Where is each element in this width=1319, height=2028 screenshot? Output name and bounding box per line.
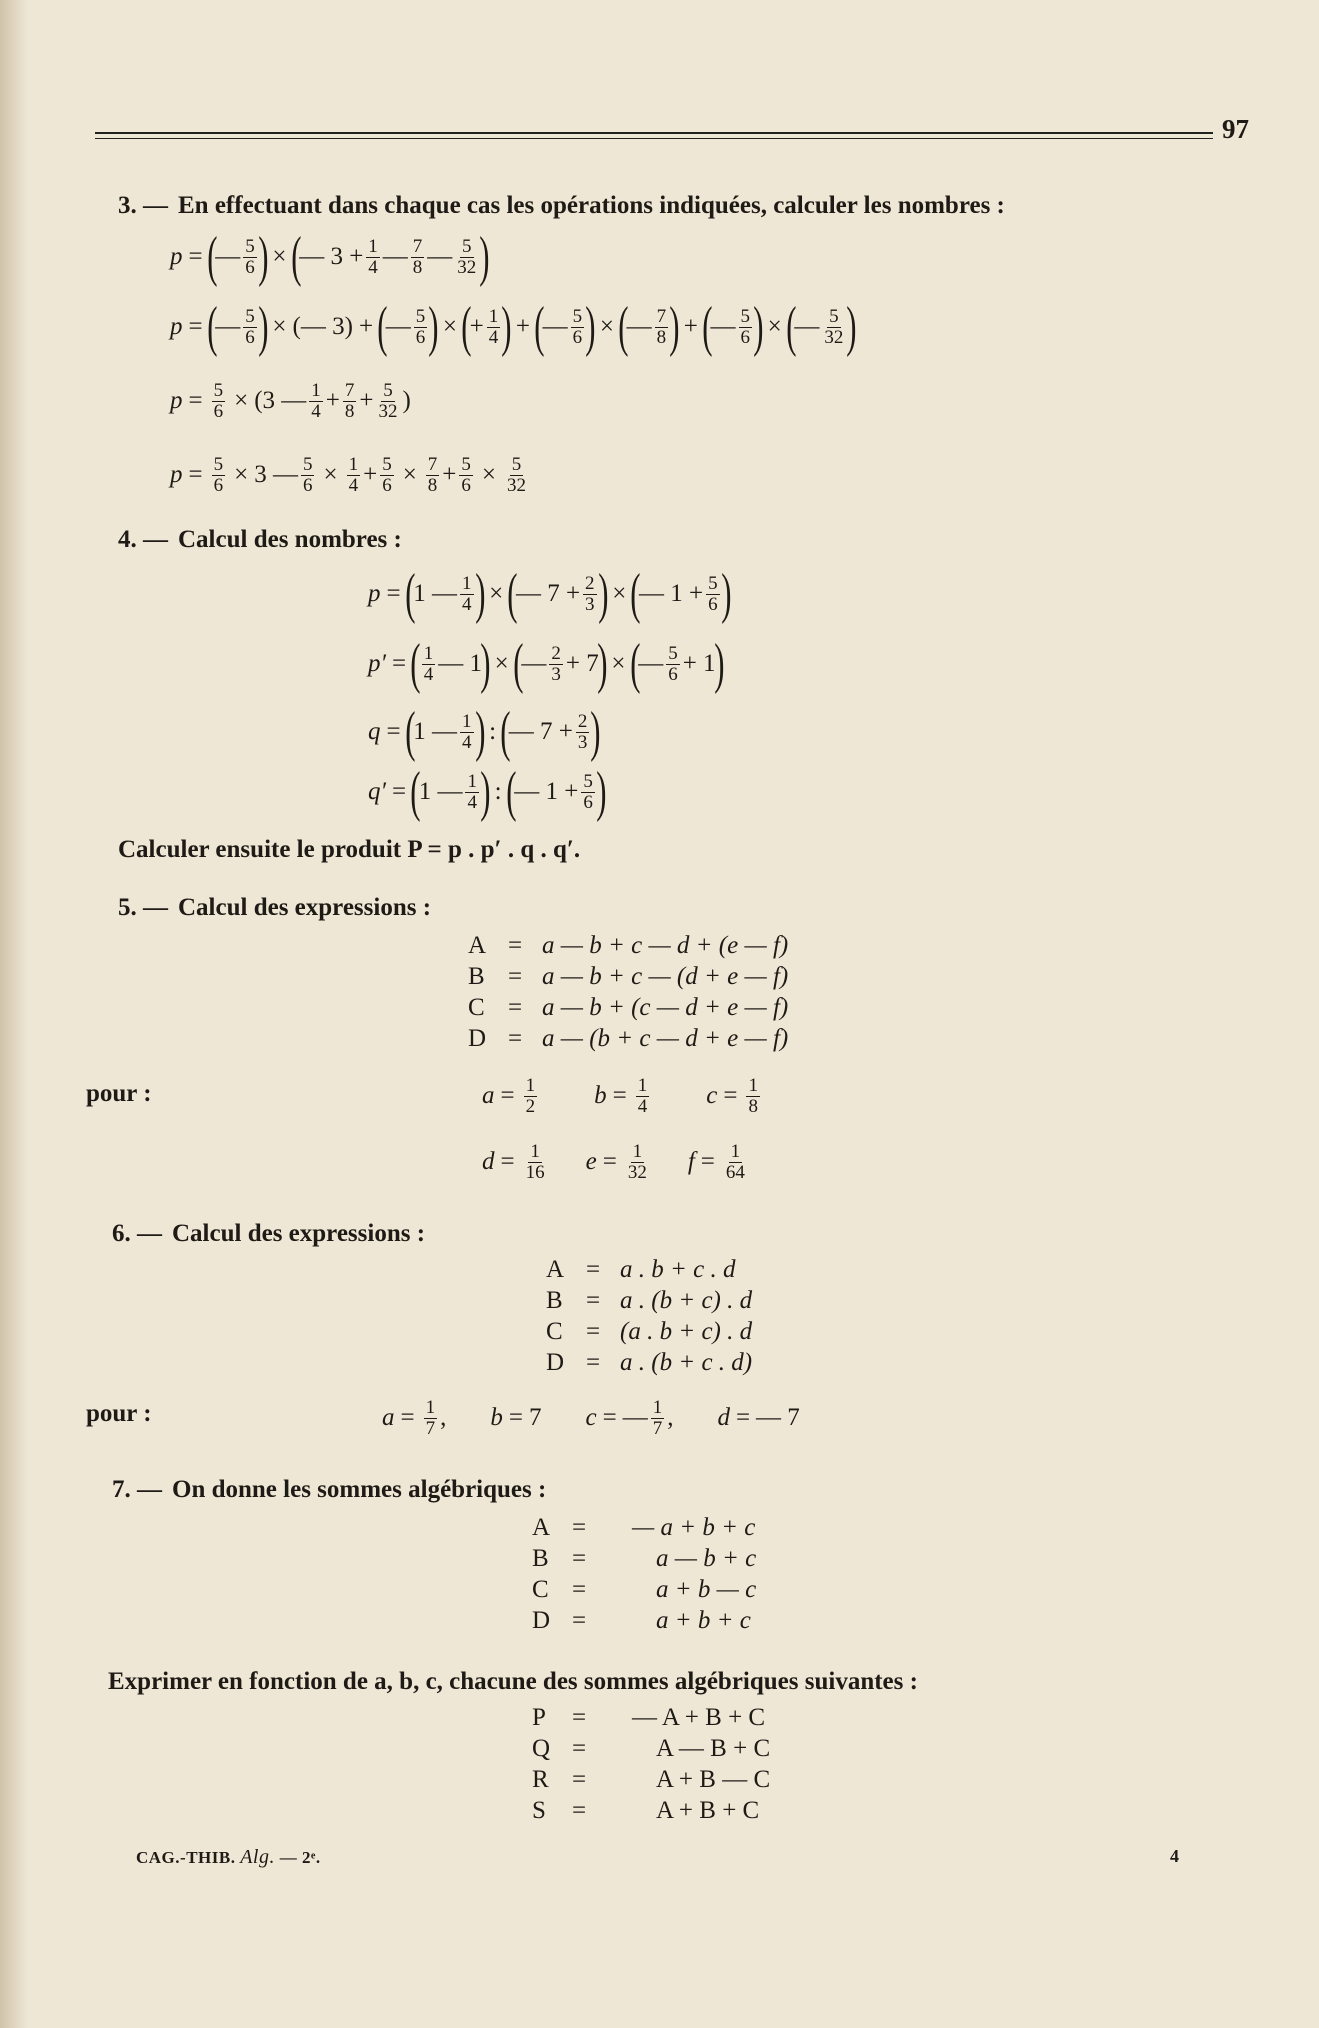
page-spine-shadow: [0, 0, 28, 2028]
exercise-6-line-d: D = a . (b + c . d): [546, 1348, 753, 1376]
exercise-6-line-a: A = a . b + c . d: [546, 1255, 736, 1283]
exercise-4-q: q = ( 1 — $\frac{1}{4}$ ) : ( — 7 + $\frac{2}{3}$ ): [368, 700, 601, 763]
exercise-3-equation-4: p = $\frac{5}{6}$ × 3 — $\frac{5}{6}$ × $\frac{1}{4}$ + $\frac{5}{6}$ × $\frac{7}{8}$ + $\frac{5}{6}$ × $\frac{5}{32}$: [170, 453, 527, 496]
exercise-4-instruction: Calculer ensuite le produit P = p . p′ . q . q′.: [118, 836, 581, 863]
exercise-7-line-a: A = — a + b + c: [532, 1513, 756, 1541]
exercise-3-equation-2: p = ( — $\frac{5}{6}$ ) × (— 3) + ( — $\frac{5}{6}$ ) × ( + $\frac{1}{4}$ ) + ( — $\frac{5}{6}$ ) × ( — $\frac{7}{8}$ ) + ( — $\frac{5}{6}$ ) × ( — $\frac{5}{32}$ ): [170, 295, 857, 358]
exercise-7-sum-p: P = — A + B + C: [532, 1703, 766, 1731]
exercise-7-sum-r: R = A + B — C: [532, 1765, 771, 1793]
exercise-5-heading: [118, 894, 431, 922]
exercise-5-line-c: C = a — b + (c — d + e — f): [468, 993, 789, 1021]
exercise-5-line-b: B = a — b + c — (d + e — f): [468, 962, 789, 990]
exercise-6-expressions: [546, 1254, 752, 1378]
exercise-6-values: a = $\frac{1}{7}$ , b = 7 c = — $\frac{1}{7}$ , d = — 7: [382, 1396, 800, 1439]
page-number: 97: [1222, 114, 1249, 144]
exercise-5-text: Calcul des expressions :: [178, 894, 432, 921]
exercise-3-equation-3: p = $\frac{5}{6}$ × (3 — $\frac{1}{4}$ + $\frac{7}{8}$ + $\frac{5}{32}$ ): [170, 379, 411, 422]
exercise-7-line-b: B = a — b + c: [532, 1544, 757, 1572]
exercise-7-sum-q: Q = A — B + C: [532, 1734, 771, 1762]
exercise-3-number: 3. —: [118, 192, 168, 219]
exercise-7-line-d: D = a + b + c: [532, 1606, 751, 1634]
exercise-6-text: Calcul des expressions :: [172, 1220, 426, 1247]
exercise-3-equation-1: p = ( — $\frac{5}{6}$ ) × ( — 3 + $\frac{1}{4}$ — $\frac{7}{8}$ — $\frac{5}{32}$ ): [170, 225, 490, 288]
exercise-6-line-b: B = a . (b + c) . d: [546, 1286, 753, 1314]
exercise-4-heading: [118, 526, 402, 554]
exercise-7-line-c: C = a + b — c: [532, 1575, 757, 1603]
exercise-7-number: 7. —: [112, 1476, 162, 1503]
exercise-7-heading: [112, 1476, 546, 1504]
exercise-7-text: On donne les sommes algébriques :: [172, 1476, 547, 1503]
exercise-4-number: 4. —: [118, 526, 168, 553]
footer-signature-number: 4: [1170, 1846, 1179, 1866]
exercise-7-target-sums: [532, 1702, 770, 1826]
exercise-7-sum-s: S = A + B + C: [532, 1796, 760, 1824]
footer-edition: — 2ᵉ.: [279, 1848, 321, 1867]
exercise-5-values-row-1: a = $\frac{1}{2}$ b = $\frac{1}{4}$ c = $\frac{1}{8}$: [482, 1074, 758, 1117]
exercise-5-expressions: [468, 930, 788, 1054]
exercise-4-p: p = ( 1 — $\frac{1}{4}$ ) × ( — 7 + $\frac{2}{3}$ ) × ( — 1 + $\frac{5}{6}$ ): [368, 562, 732, 625]
exercise-4-q-prime: q′ = ( 1 — $\frac{1}{4}$ ) : ( — 1 + $\frac{5}{6}$ ): [368, 760, 607, 823]
exercise-6-line-c: C = (a . b + c) . d: [546, 1317, 753, 1345]
exercise-7-prompt: Exprimer en fonction de a, b, c, chacune des sommes algébriques suivantes :: [108, 1668, 918, 1695]
footer-authors: CAG.-THIB.: [136, 1848, 236, 1867]
exercise-5-line-a: A = a — b + c — d + (e — f): [468, 931, 789, 959]
exercise-5-line-d: D = a — (b + c — d + e — f): [468, 1024, 789, 1052]
exercise-5-number: 5. —: [118, 894, 168, 921]
exercise-6-number: 6. —: [112, 1220, 162, 1247]
exercise-3-heading: [118, 192, 1005, 220]
exercise-3-text: En effectuant dans chaque cas les opérations indiquées, calculer les nombres :: [178, 192, 1005, 219]
footer-book-reference: [136, 1846, 321, 1869]
exercise-5-pour-label: pour :: [86, 1080, 152, 1107]
exercise-7-sums: [532, 1512, 756, 1636]
exercise-4-p-prime: p′ = ( $\frac{1}{4}$ — 1 ) × ( — $\frac{2}{3}$ + 7 ) × ( — $\frac{5}{6}$ + 1 ): [368, 632, 725, 695]
exercise-5-values-row-2: d = $\frac{1}{16}$ e = $\frac{1}{32}$ f = $\frac{1}{64}$: [482, 1140, 745, 1183]
exercise-6-heading: [112, 1220, 425, 1248]
exercise-4-text: Calcul des nombres :: [178, 526, 402, 553]
exercise-6-pour-label: pour :: [86, 1400, 152, 1427]
footer-title: Alg.: [240, 1846, 275, 1868]
header-rule: [95, 132, 1213, 139]
